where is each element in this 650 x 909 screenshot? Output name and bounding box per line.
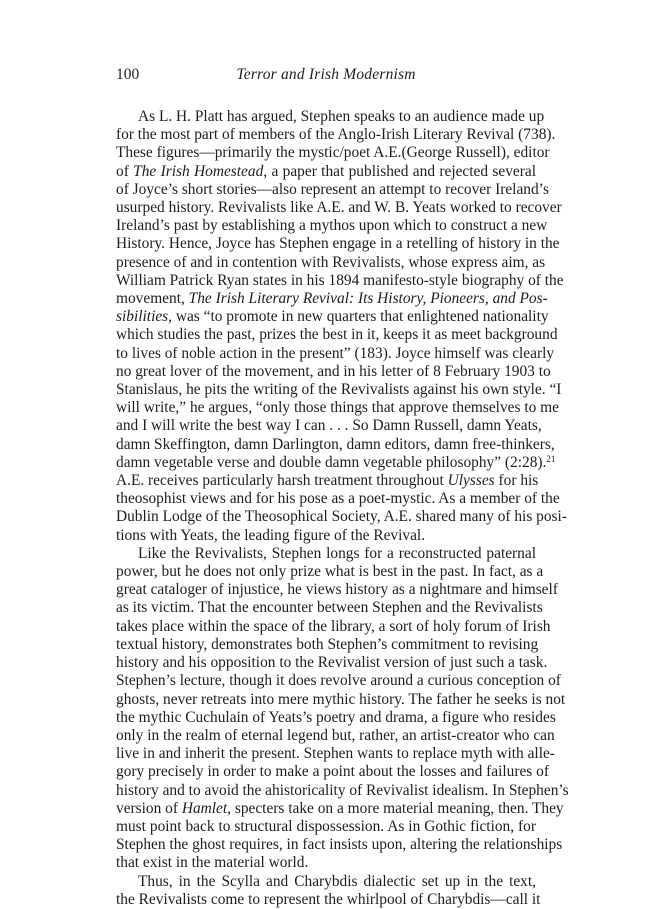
text-line: only in the realm of eternal legend but, rather, an artist-creator who can <box>116 726 555 744</box>
paragraph-2 <box>116 544 569 873</box>
running-title: Terror and Irish Modernism <box>236 66 416 83</box>
text-line: for the most part of members of the Anglo-Irish Literary Revival (738). <box>116 126 556 144</box>
text-line: as its victim. That the encounter between Stephen and the Revivalists <box>116 599 543 617</box>
page-number: 100 <box>116 66 140 83</box>
paragraph-1 <box>116 108 567 545</box>
text-line: Stanislaus, he pits the writing of the Revivalists against his own style. “I <box>116 381 562 399</box>
text-line: William Patrick Ryan states in his 1894 manifesto-style biography of the <box>116 271 564 289</box>
text-line: presence of and in contention with Revivalists, whose express aim, as <box>116 253 546 271</box>
title-italic: Hamlet, <box>181 799 231 817</box>
text-line: Dublin Lodge of the Theosophical Society, A.E. shared many of his posi- <box>116 508 567 526</box>
text-line: great cataloger of injustice, he views history as a nightmare and himself <box>116 581 558 599</box>
text-line: which studies the past, prizes the best in it, keeps it as meet background <box>116 326 558 344</box>
text-line: textual history, demonstrates both Stephen’s commitment to revising <box>116 635 539 653</box>
text-line: ghosts, never retreats into mere mythic history. The father he seeks is not <box>116 690 566 708</box>
text-line: live in and inherit the present. Stephen wants to replace myth with alle- <box>116 745 555 763</box>
text-line: history and his opposition to the Revivalist version of just such a task. <box>116 654 548 672</box>
paragraph-3 <box>116 872 541 909</box>
text-line: sibilities, was “to promote in new quarters that enlightened nationality <box>116 308 549 326</box>
text-line: History. Hence, Joyce has Stephen engage in a retelling of history in the <box>116 235 560 253</box>
text-line: the mythic Cuchulain of Yeats’s poetry and drama, a figure who resides <box>116 708 556 726</box>
text-line: power, but he does not only prize what is best in the past. In fact, as a <box>116 563 544 581</box>
text-line: Stephen’s lecture, though it does revolve around a curious conception of <box>116 672 561 690</box>
title-italic: Ulysses <box>447 472 495 490</box>
text-line: will write,” he argues, “only those things that approve themselves to me <box>116 399 559 417</box>
text-line: Thus, in the Scylla and Charybdis dialectic set up in the text, <box>138 872 536 890</box>
text-line: tions with Yeats, the leading figure of the Revival. <box>116 526 426 544</box>
text-line: must point back to structural dispossession. As in Gothic fiction, for <box>116 817 536 835</box>
text-line: of Joyce’s short stories—also represent an attempt to recover Ireland’s <box>116 180 549 198</box>
text-line: A.E. receives particularly harsh treatment throughout Ulysses for his <box>116 472 539 490</box>
text-line: Stephen the ghost requires, in fact insists upon, altering the relationships <box>116 836 563 854</box>
title-italic: sibilities, <box>116 308 173 326</box>
text-line: that exist in the material world. <box>116 854 309 872</box>
text-line: version of Hamlet, specters take on a more material meaning, then. They <box>116 799 564 817</box>
running-header <box>116 66 536 88</box>
text-line: to lives of noble action in the present” (183). Joyce himself was clearly <box>116 344 555 362</box>
body-text <box>116 108 569 909</box>
text-line: no great lover of the movement, and in his letter of 8 February 1903 to <box>116 362 551 380</box>
title-italic: The Irish Homestead, <box>133 162 268 180</box>
title-italic: The Irish Literary Revival: Its History, Pioneers, and Pos- <box>188 290 548 308</box>
text-line: the Revivalists come to represent the whirlpool of Charybdis—call it <box>116 890 541 908</box>
text-line: history and to avoid the ahistoricality of Revivalist idealism. In Stephen’s <box>116 781 569 799</box>
text-line: damn Skeffington, damn Darlington, damn editors, damn free-thinkers, <box>116 435 555 453</box>
text-line: takes place within the space of the library, a sort of holy forum of Irish <box>116 617 551 635</box>
text-line: Like the Revivalists, Stephen longs for a reconstructed paternal <box>138 544 536 562</box>
text-line: As L. H. Platt has argued, Stephen speaks to an audience made up <box>138 108 545 125</box>
text-line: of The Irish Homestead, a paper that published and rejected several <box>116 162 536 180</box>
text-line: theosophist views and for his pose as a poet-mystic. As a member of the <box>116 490 560 508</box>
text-line: gory precisely in order to make a point about the losses and failures of <box>116 763 549 781</box>
text-line: movement, The Irish Literary Revival: Its History, Pioneers, and Pos- <box>116 290 548 308</box>
text-line: usurped history. Revivalists like A.E. and W. B. Yeats worked to recover <box>116 199 562 217</box>
text-line: damn vegetable verse and double damn vegetable philosophy” (2:28).$^{21}$ <box>116 453 556 471</box>
text-line: Ireland’s past by establishing a mythos upon which to construct a new <box>116 217 548 235</box>
text-line: and I will write the best way I can . . . So Damn Russell, damn Yeats, <box>116 417 542 435</box>
text-line: These figures—primarily the mystic/poet A.E.(George Russell), editor <box>116 144 550 162</box>
footnote-marker: 21 <box>546 453 556 464</box>
